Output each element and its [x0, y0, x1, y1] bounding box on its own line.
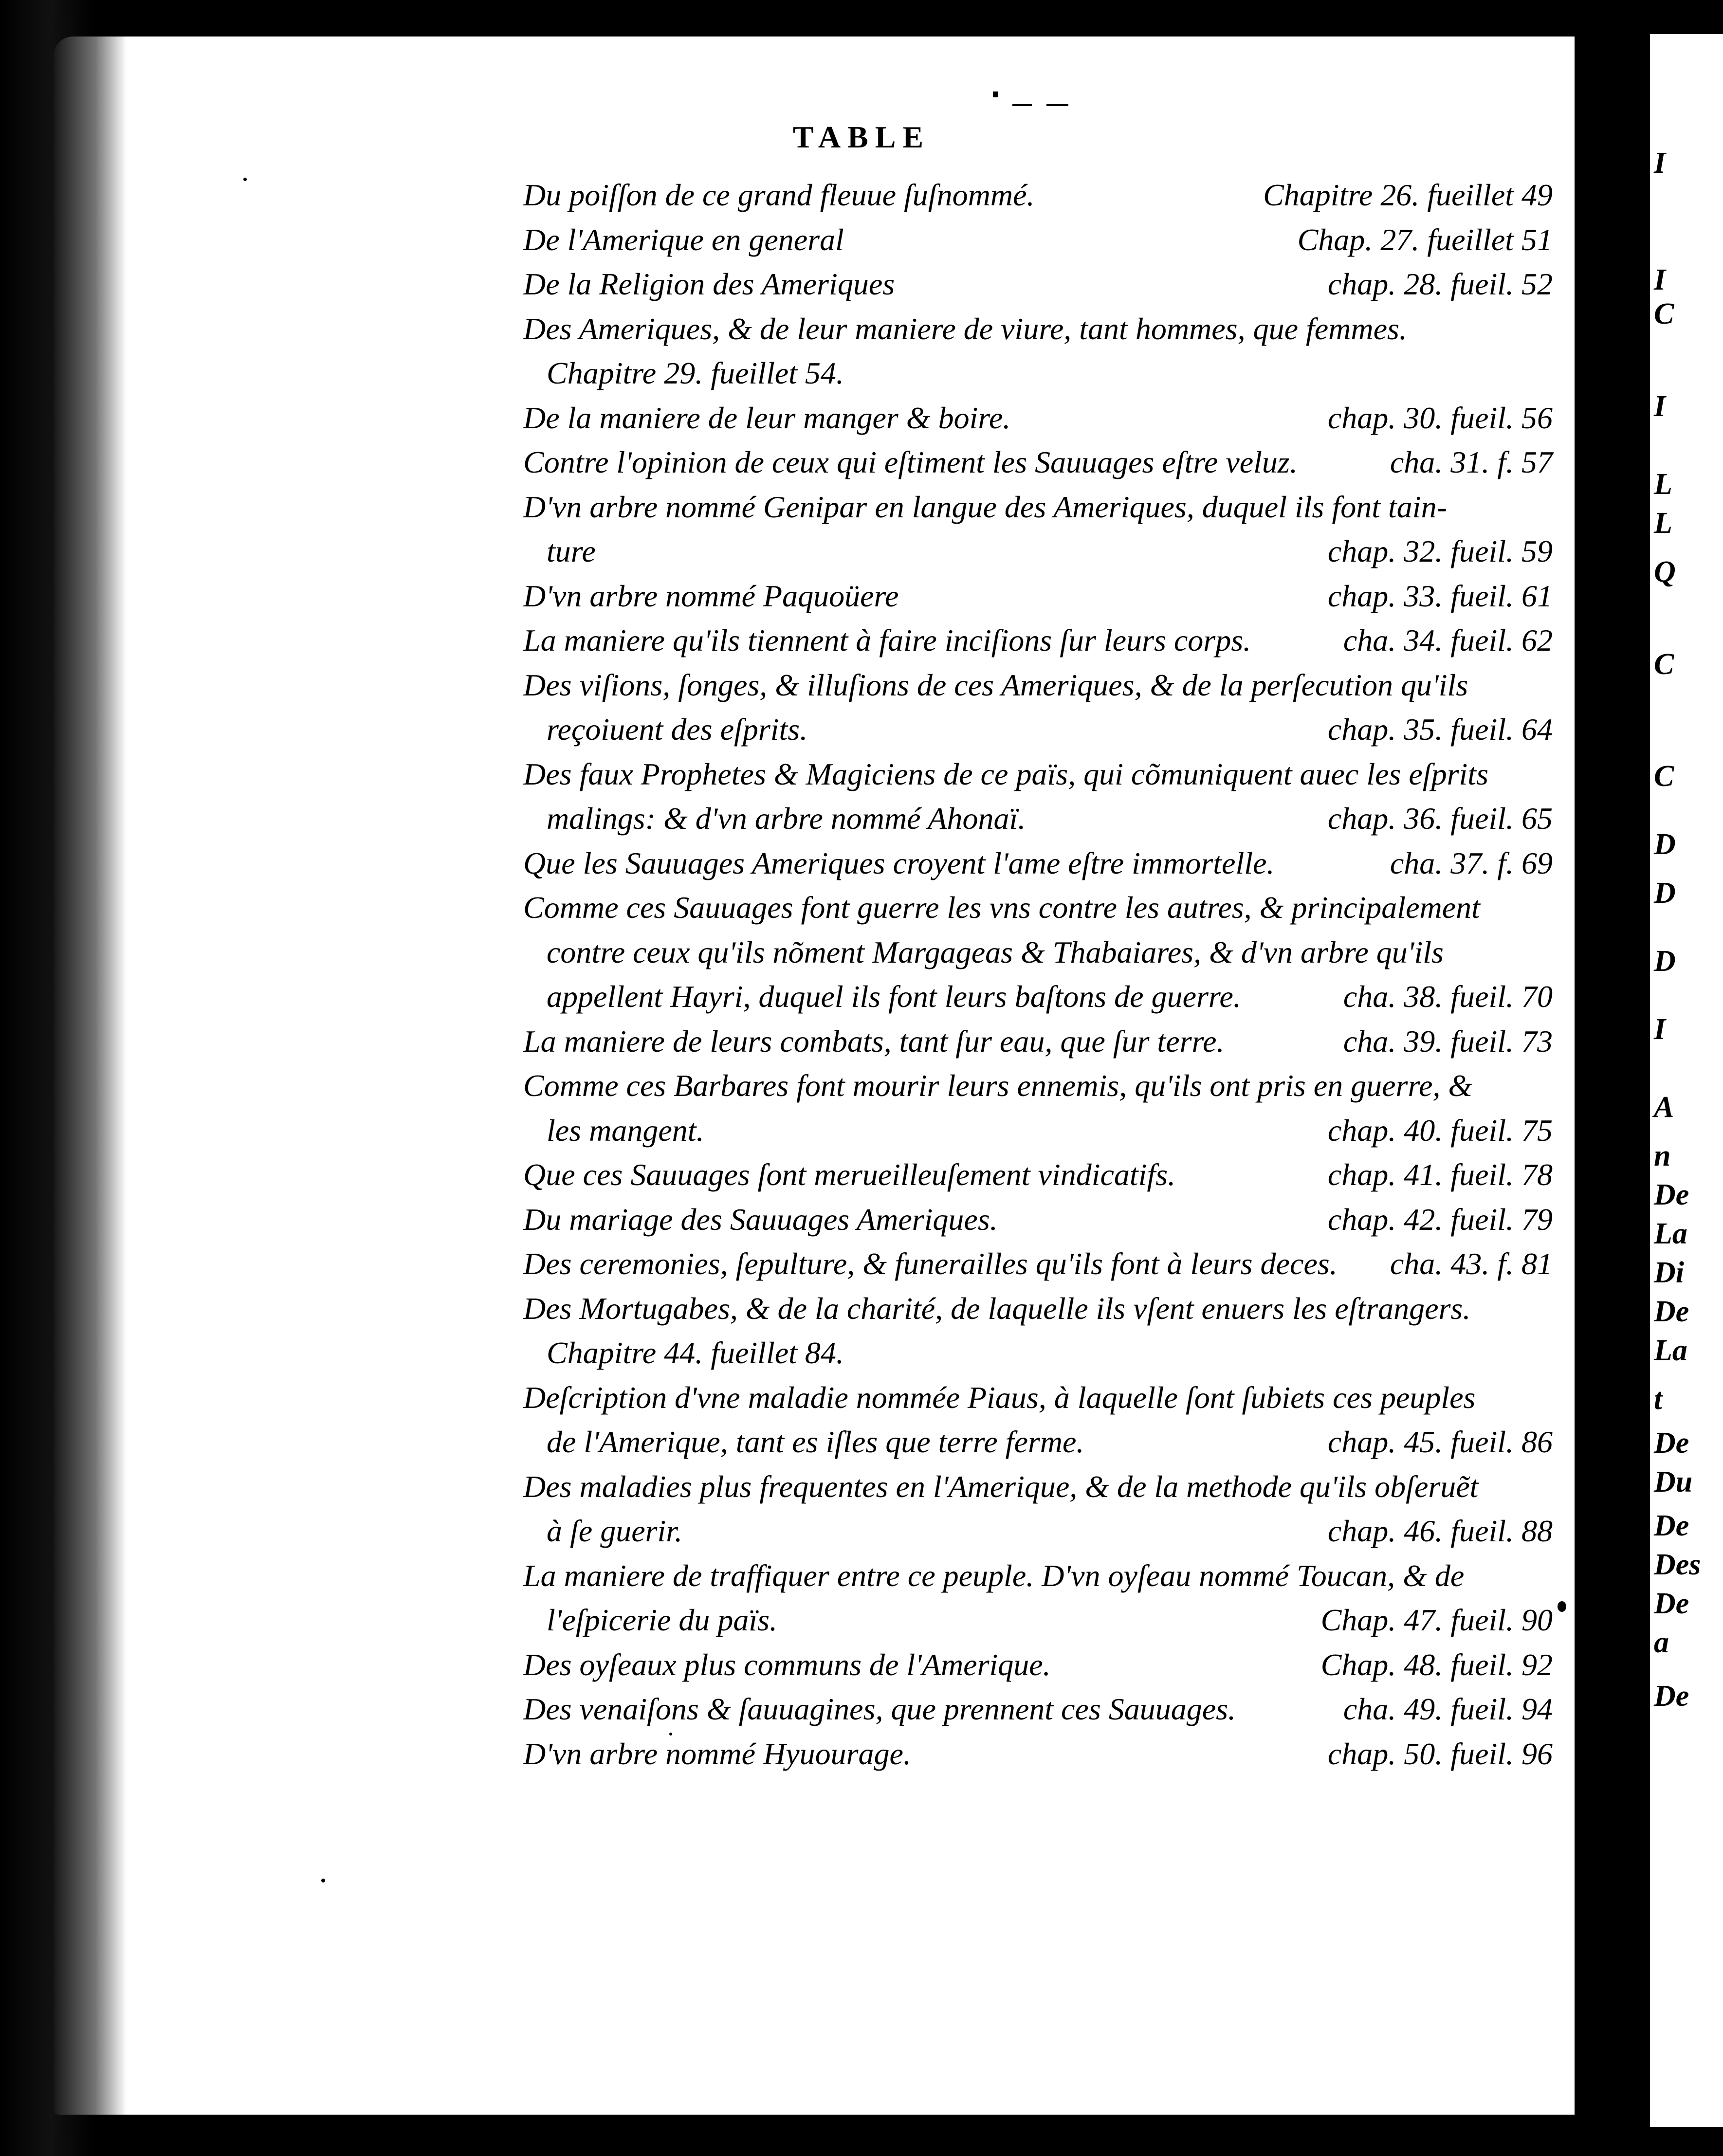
toc-entry-line: [523, 618, 1553, 663]
toc-entry: [523, 1286, 1553, 1375]
toc-entry-reference: cha. 43. f. 81: [1390, 1246, 1553, 1281]
toc-entry-reference: chap. 30. fueil. 56: [1327, 400, 1553, 435]
toc-entry-line: [523, 485, 1553, 530]
toc-entry-reference: chap. 40. fueil. 75: [1327, 1113, 1553, 1148]
facing-page-fragment: C: [1654, 760, 1674, 793]
toc-entry: [523, 173, 1553, 218]
page-divider: [1575, 0, 1650, 2156]
toc-entry-title: Contre l'opinion de ceux qui eſtiment les Sauuages eſtre veluz.: [523, 445, 1298, 479]
facing-page-fragment: Des: [1654, 1548, 1701, 1581]
facing-page-fragment: De: [1654, 1178, 1689, 1211]
toc-entry-line: [523, 1598, 1553, 1643]
toc-entry-reference: Chap. 27. fueillet 51: [1297, 222, 1553, 257]
toc-entry: [523, 218, 1553, 262]
binding-gutter: [0, 0, 127, 2156]
toc-entry-line: [523, 707, 1553, 752]
toc-entry-title: Des faux Prophetes & Magiciens de ce païs, qui cõmuniquent auec les eſprits: [523, 756, 1488, 791]
facing-page-fragment: Du: [1654, 1465, 1693, 1498]
toc-entry-title: contre ceux qu'ils nõment Margageas & Thabaiares, & d'vn arbre qu'ils: [547, 934, 1444, 969]
header-ornament: [993, 91, 1076, 111]
facing-page-fragment: n: [1654, 1139, 1671, 1172]
toc-entry-title: les mangent.: [547, 1113, 704, 1148]
facing-page-fragment: I: [1654, 390, 1666, 423]
toc-entry: [523, 1197, 1553, 1242]
toc-entry-title: D'vn arbre nommé Hyuourage.: [523, 1736, 911, 1771]
toc-entry-line: [523, 529, 1553, 574]
toc-entry-title: Que les Sauuages Ameriques croyent l'ame eſtre immortelle.: [523, 845, 1275, 880]
facing-page-fragment: I: [1654, 263, 1666, 296]
toc-entry-reference: cha. 34. fueil. 62: [1343, 623, 1553, 658]
toc-entry-title: Des maladies plus frequentes en l'Amerique, & de la methode qu'ils obſeruẽt: [523, 1469, 1479, 1504]
facing-page-fragment: Q: [1654, 555, 1676, 588]
toc-entry-title: De la Religion des Ameriques: [523, 267, 895, 301]
facing-page-fragment: a: [1654, 1626, 1669, 1659]
toc-entry: [523, 262, 1553, 307]
toc-entry-line: [523, 1152, 1553, 1197]
toc-entry-title: La maniere de leurs combats, tant ſur eau, que ſur terre.: [523, 1023, 1225, 1059]
toc-entry-line: [523, 440, 1553, 485]
toc-entry-line: [523, 307, 1553, 351]
toc-entry-reference: cha. 39. fueil. 73: [1343, 1023, 1553, 1059]
toc-entry: [523, 1063, 1553, 1152]
toc-entry-title: Comme ces Sauuages font guerre les vns contre les autres, & principalement: [523, 890, 1480, 925]
toc-entry: [523, 1732, 1553, 1776]
toc-entry-line: [523, 1420, 1553, 1464]
toc-entry-line: [523, 1197, 1553, 1242]
toc-entry-line: [523, 262, 1553, 307]
toc-entry-reference: Chapitre 26. fueillet 49: [1263, 178, 1553, 212]
toc-entry-reference: cha. 49. fueil. 94: [1343, 1692, 1553, 1726]
toc-entry-line: [523, 218, 1553, 262]
toc-entry-reference: chap. 36. fueil. 65: [1327, 801, 1553, 836]
toc-entry: [523, 440, 1553, 485]
facing-page-fragment: D: [1654, 828, 1676, 861]
toc-entry-line: [523, 663, 1553, 708]
facing-page-fragment: De: [1654, 1426, 1689, 1460]
toc-entry: [523, 1375, 1553, 1464]
facing-page-fragment: Di: [1654, 1256, 1684, 1289]
toc-entry: [523, 1687, 1553, 1732]
facing-page-fragment: D: [1654, 945, 1676, 978]
toc-entry-line: [523, 796, 1553, 841]
toc-entry-reference: cha. 37. f. 69: [1390, 845, 1553, 880]
toc-entry: [523, 574, 1553, 619]
toc-entry-title: Des oyſeaux plus communs de l'Amerique.: [523, 1647, 1051, 1682]
toc-entry-title: appellent Hayri, duquel ils font leurs baſtons de guerre.: [547, 979, 1241, 1014]
facing-page-fragment: I: [1654, 146, 1666, 180]
toc-entry-title: à ſe guerir.: [547, 1514, 683, 1548]
toc-entry-title: ture: [547, 534, 596, 568]
toc-entry-title: Des viſions, ſonges, & illuſions de ces Ameriques, & de la perſecution qu'ils: [523, 667, 1468, 702]
toc-entry-title: La maniere qu'ils tiennent à faire inciſions ſur leurs corps.: [523, 623, 1251, 658]
toc-entry-title: D'vn arbre nommé Genipar en langue des Ameriques, duquel ils font tain-: [523, 489, 1447, 524]
toc-entry-title: Comme ces Barbares font mourir leurs ennemis, qu'ils ont pris en guerre, &: [523, 1068, 1473, 1103]
toc-entry-title: de l'Amerique, tant es iſles que terre ferme.: [547, 1425, 1084, 1459]
facing-page-fragment: De: [1654, 1587, 1689, 1620]
toc-entry-line: [523, 173, 1553, 218]
toc-entry-title: reçoiuent des eſprits.: [547, 712, 808, 747]
toc-entry: [523, 1019, 1553, 1064]
facing-page-fragment: L: [1654, 507, 1672, 540]
toc-entry: [523, 841, 1553, 886]
toc-entry: [523, 1152, 1553, 1197]
toc-entry-title: Du poiſſon de ce grand fleuue ſuſnommé.: [523, 178, 1035, 212]
toc-entry-line: [523, 351, 1553, 396]
toc-entry: [523, 396, 1553, 440]
facing-page-fragment: La: [1654, 1217, 1687, 1250]
toc-entry-reference: cha. 31. f. 57: [1390, 445, 1553, 479]
toc-entry-reference: chap. 28. fueil. 52: [1327, 267, 1553, 301]
toc-entry-line: [523, 1019, 1553, 1064]
toc-entry-title: l'eſpicerie du païs.: [547, 1603, 778, 1637]
scan-speck: [321, 1879, 325, 1882]
toc-entry-reference: cha. 38. fueil. 70: [1343, 979, 1553, 1014]
toc-entry-title: La maniere de traffiquer entre ce peuple. D'vn oyſeau nommé Toucan, & de: [523, 1558, 1465, 1593]
toc-entry: [523, 1553, 1553, 1643]
toc-entry: [523, 885, 1553, 1019]
facing-page-fragment: De: [1654, 1680, 1689, 1713]
toc-entry-line: [523, 1375, 1553, 1420]
toc-entry: [523, 1464, 1553, 1553]
facing-page-fragment: D: [1654, 877, 1676, 910]
toc-entry-line: [523, 1242, 1553, 1286]
toc-entry-title: Que ces Sauuages ſont merueilleuſement vindicatifs.: [523, 1157, 1176, 1192]
toc-entry-line: [523, 1553, 1553, 1598]
toc-entry-title: D'vn arbre nommé Paquoüere: [523, 578, 899, 613]
toc-entry: [523, 1643, 1553, 1687]
toc-entry-line: [523, 1732, 1553, 1776]
toc-entry-title: De la maniere de leur manger & boire.: [523, 400, 1011, 435]
toc-entry-line: [523, 1687, 1553, 1732]
facing-page-fragment: C: [1654, 648, 1674, 681]
toc-entry-title: Des ceremonies, ſepulture, & funerailles qu'ils font à leurs deces.: [523, 1246, 1338, 1281]
toc-entry-line: [523, 1331, 1553, 1375]
toc-entry: [523, 752, 1553, 841]
toc-entry: [523, 485, 1553, 574]
toc-entry-reference: Chap. 47. fueil. 90: [1320, 1603, 1553, 1637]
toc-entry-title: Deſcription d'vne maladie nommée Piaus, à laquelle ſont ſubiets ces peuples: [523, 1380, 1476, 1415]
facing-page-edge: [1650, 34, 1723, 2127]
toc-entry-reference: chap. 46. fueil. 88: [1327, 1514, 1553, 1548]
facing-page-fragment: De: [1654, 1509, 1689, 1542]
toc-entry-line: [523, 752, 1553, 797]
toc-entry-line: [523, 974, 1553, 1019]
toc-entry-title: Chapitre 29. fueillet 54.: [547, 356, 844, 390]
toc-entry-title: Du mariage des Sauuages Ameriques.: [523, 1202, 998, 1237]
facing-page-fragment: La: [1654, 1334, 1687, 1367]
toc-entry-reference: chap. 35. fueil. 64: [1327, 712, 1553, 747]
toc-entry-reference: chap. 50. fueil. 96: [1327, 1736, 1553, 1771]
toc-entry: [523, 1242, 1553, 1286]
toc-entry: [523, 663, 1553, 752]
facing-page-fragment: t: [1654, 1383, 1663, 1416]
toc-entry: [523, 307, 1553, 396]
toc-entry-line: [523, 1464, 1553, 1509]
toc-entry-title: Des venaiſons & ſauuagines, que prennent ces Sauuages.: [523, 1692, 1236, 1726]
toc-entry-title: Des Ameriques, & de leur maniere de viure, tant hommes, que femmes.: [523, 311, 1407, 346]
toc-entry-title: Chapitre 44. fueillet 84.: [547, 1335, 844, 1370]
table-of-contents: [523, 173, 1553, 1776]
toc-entry-line: [523, 1286, 1553, 1331]
toc-entry-title: Des Mortugabes, & de la charité, de laquelle ils vſent enuers les eſtrangers.: [523, 1291, 1471, 1326]
facing-page-fragment: L: [1654, 468, 1672, 501]
toc-entry-reference: chap. 45. fueil. 86: [1327, 1425, 1553, 1459]
toc-entry: [523, 618, 1553, 663]
toc-entry-line: [523, 885, 1553, 930]
facing-page-fragment: De: [1654, 1295, 1689, 1328]
toc-entry-reference: chap. 33. fueil. 61: [1327, 578, 1553, 613]
toc-entry-line: [523, 574, 1553, 619]
toc-entry-title: De l'Amerique en general: [523, 222, 844, 257]
toc-entry-line: [523, 930, 1553, 975]
facing-page-fragment: A: [1654, 1091, 1674, 1124]
toc-entry-title: malings: & d'vn arbre nommé Ahonaï.: [547, 801, 1026, 836]
scan-speck: [243, 178, 247, 181]
toc-entry-line: [523, 1108, 1553, 1153]
toc-entry-reference: Chap. 48. fueil. 92: [1320, 1647, 1553, 1682]
toc-entry-line: [523, 396, 1553, 440]
facing-page-fragment: C: [1654, 297, 1674, 330]
toc-entry-reference: chap. 32. fueil. 59: [1327, 534, 1553, 568]
scan-speck: [1558, 1601, 1566, 1612]
facing-page-fragment: I: [1654, 1013, 1666, 1046]
toc-entry-reference: chap. 42. fueil. 79: [1327, 1202, 1553, 1237]
toc-entry-line: [523, 841, 1553, 886]
toc-entry-reference: chap. 41. fueil. 78: [1327, 1157, 1553, 1192]
toc-entry-line: [523, 1063, 1553, 1108]
toc-entry-line: [523, 1643, 1553, 1687]
toc-entry-line: [523, 1509, 1553, 1553]
scan-speck: [669, 1733, 672, 1736]
page-header: TABLE: [792, 120, 931, 154]
